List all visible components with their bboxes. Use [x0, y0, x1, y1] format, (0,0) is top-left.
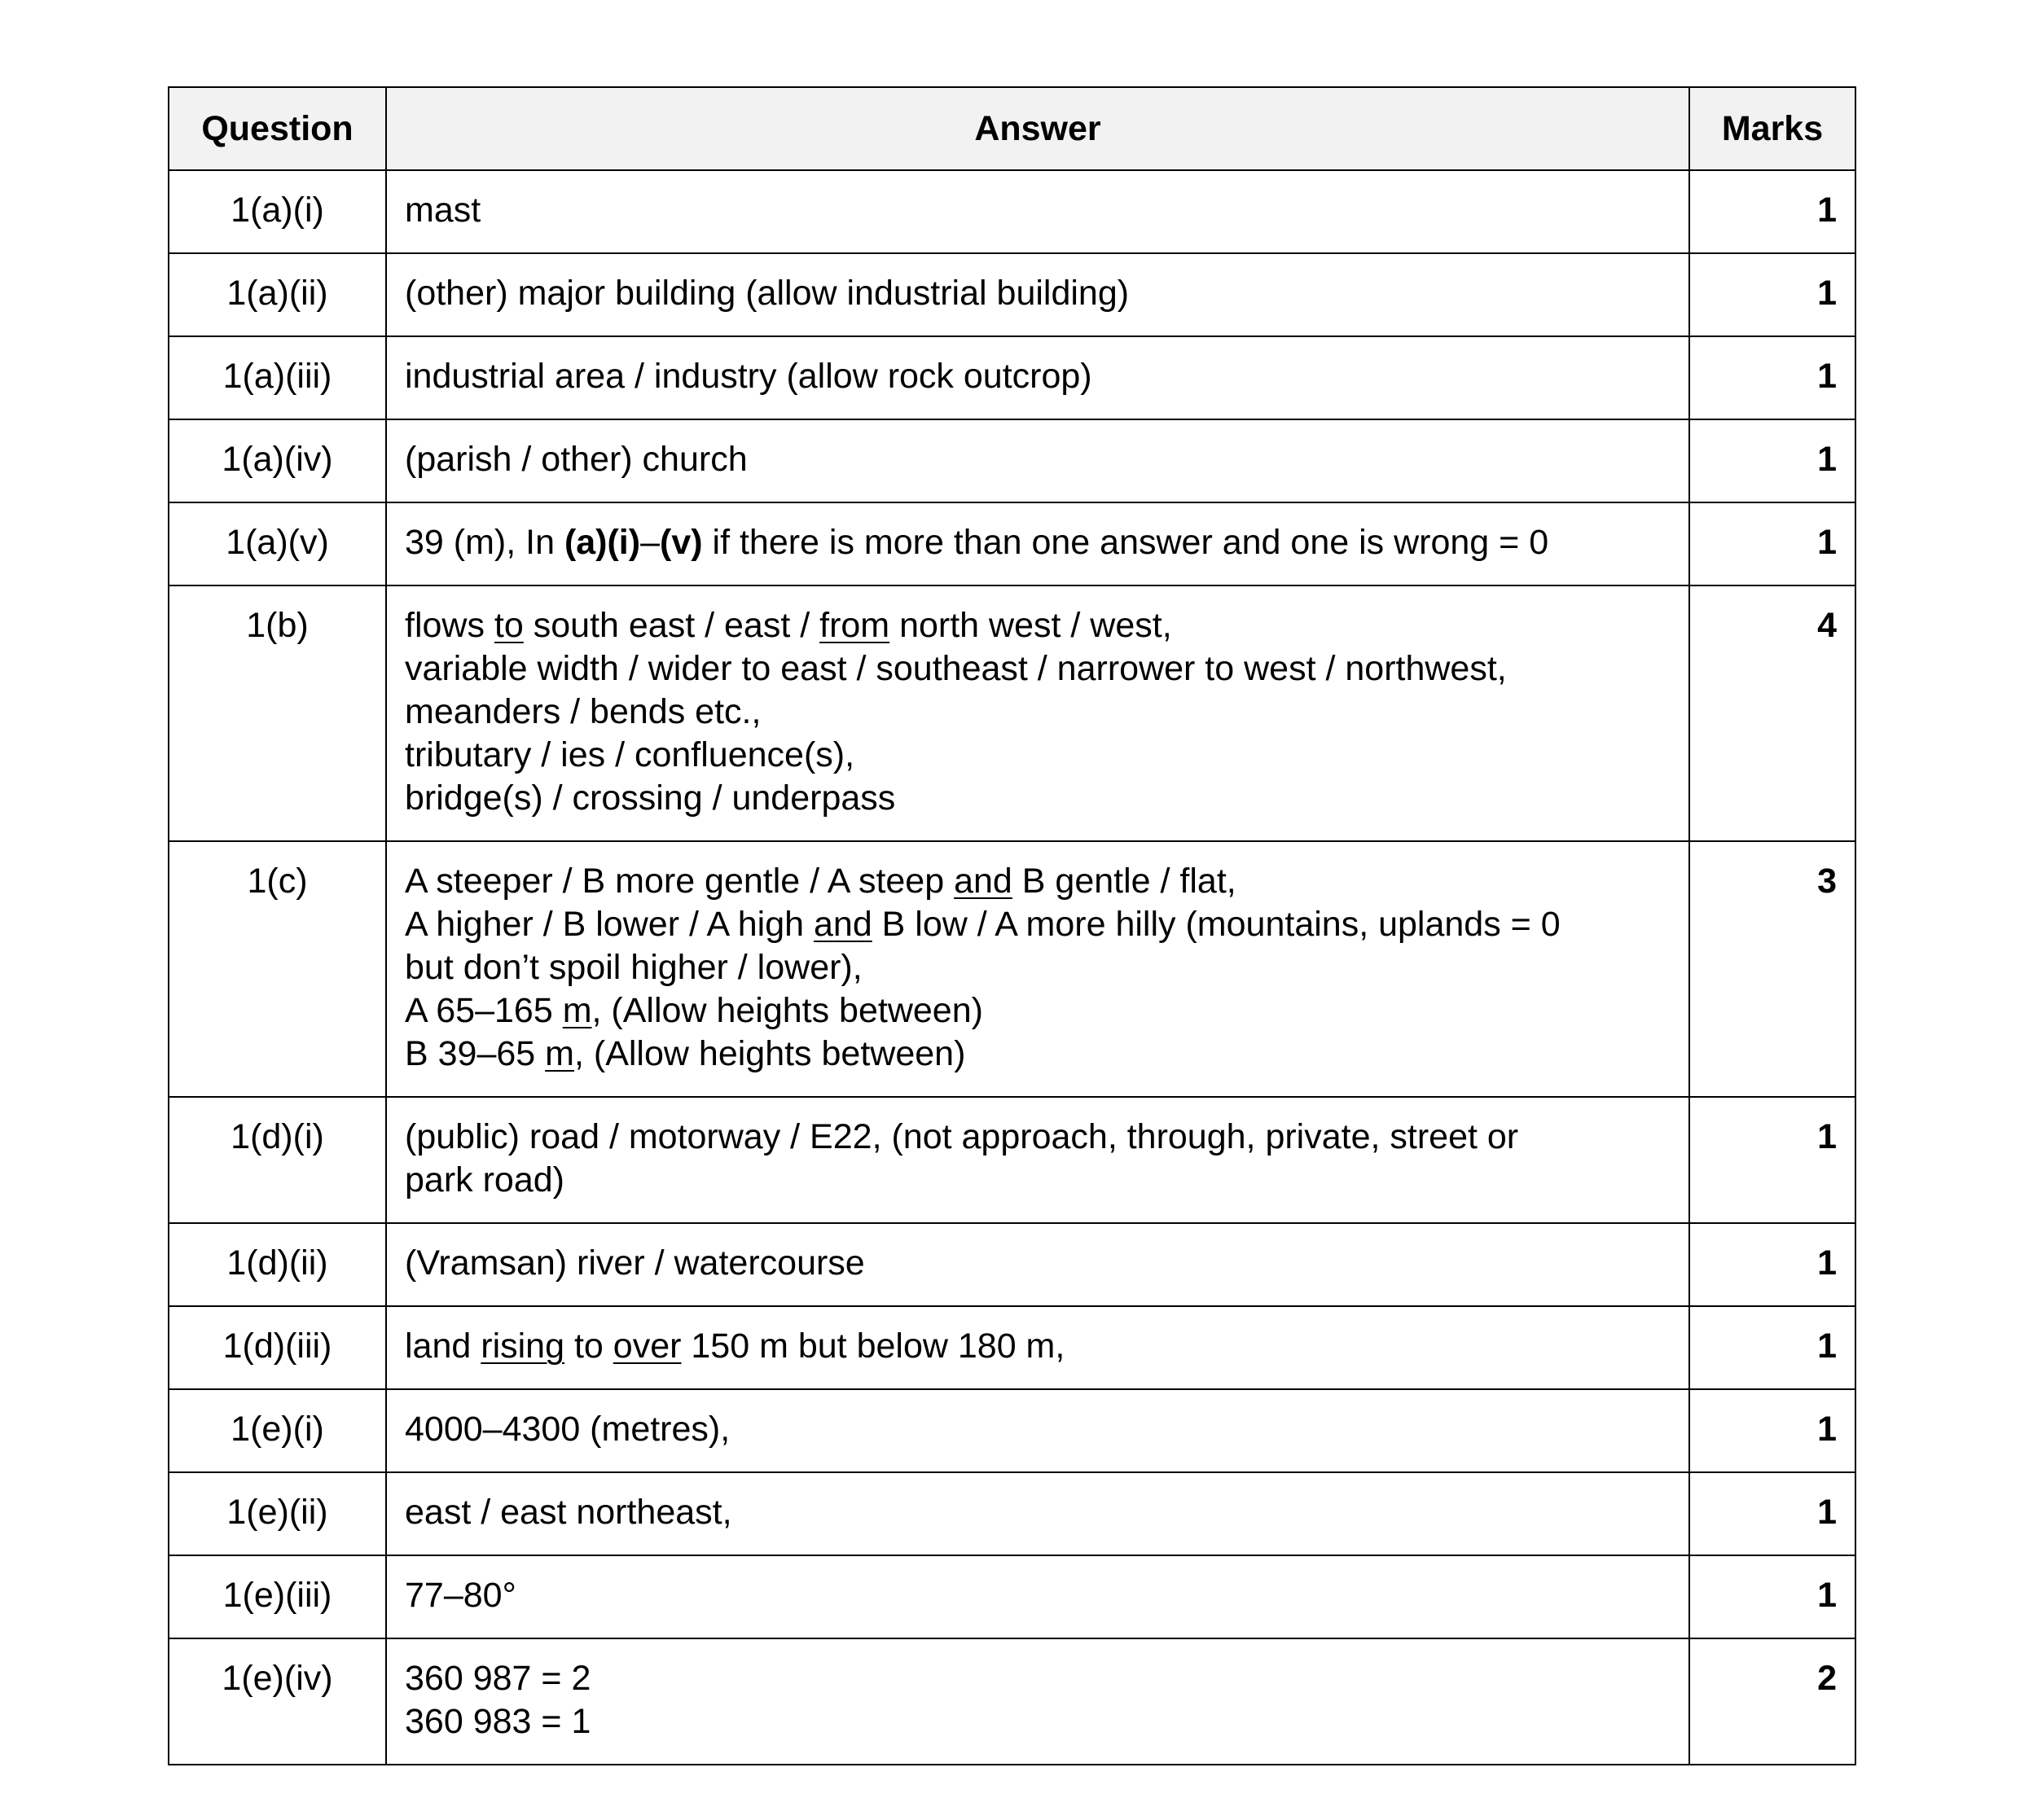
answer-line: variable width / wider to east / southeast / narrower to west / northwest,: [405, 649, 1507, 688]
question-header: Question: [169, 87, 386, 170]
table-row: [169, 1638, 1855, 1765]
answer-underlined: to: [494, 606, 524, 645]
answer-line: [405, 604, 1671, 647]
answer-cell: [386, 1097, 1689, 1223]
mark-scheme-table: [168, 86, 1856, 1765]
answer-underlined: and: [954, 862, 1012, 901]
marks-cell: 1: [1689, 1389, 1855, 1472]
marks-cell: 1: [1689, 253, 1855, 336]
answer-text: 150 m but below 180 m,: [681, 1327, 1065, 1366]
question-cell: 1(a)(iii): [169, 336, 386, 419]
table-row: [169, 841, 1855, 1097]
answer-text: A 65–165: [405, 991, 563, 1030]
table-row: [169, 1472, 1855, 1555]
question-cell: 1(e)(i): [169, 1389, 386, 1472]
answer-cell: [386, 1306, 1689, 1389]
answer-line: 77–80°: [405, 1576, 516, 1615]
marks-cell: 1: [1689, 419, 1855, 502]
question-cell: 1(e)(iii): [169, 1555, 386, 1638]
table-row: [169, 170, 1855, 253]
header-row: [169, 87, 1855, 170]
question-cell: 1(e)(iv): [169, 1638, 386, 1765]
answer-text: , (Allow heights between): [573, 1034, 966, 1073]
table-row: [169, 1306, 1855, 1389]
table-row: [169, 502, 1855, 585]
marks-cell: 1: [1689, 502, 1855, 585]
answer-underlined: m: [562, 991, 592, 1030]
answer-bold-ref: (v): [660, 523, 703, 562]
answer-line: 360 983 = 1: [405, 1702, 591, 1741]
answer-line: mast: [405, 191, 481, 230]
answer-line: but don’t spoil higher / lower),: [405, 948, 863, 987]
marks-cell: 1: [1689, 1472, 1855, 1555]
answer-cell: [386, 1555, 1689, 1638]
answer-text: north west / west,: [889, 606, 1172, 645]
answer-line: [405, 903, 1671, 946]
table-row: [169, 1223, 1855, 1306]
answer-text: , (Allow heights between): [591, 991, 983, 1030]
question-cell: 1(b): [169, 585, 386, 841]
marks-cell: 1: [1689, 1555, 1855, 1638]
answer-header: Answer: [386, 87, 1689, 170]
question-cell: 1(a)(ii): [169, 253, 386, 336]
answer-line: [405, 989, 1671, 1033]
answer-line: meanders / bends etc.,: [405, 692, 762, 731]
answer-line: [405, 1033, 1671, 1076]
answer-cell: [386, 1638, 1689, 1765]
table-row: [169, 1097, 1855, 1223]
table-row: [169, 585, 1855, 841]
answer-line: (parish / other) church: [405, 440, 748, 479]
answer-bold-ref: (a)(i): [564, 523, 641, 562]
marks-cell: 1: [1689, 170, 1855, 253]
answer-line: bridge(s) / crossing / underpass: [405, 778, 896, 818]
answer-text: south east / east /: [523, 606, 820, 645]
question-cell: 1(c): [169, 841, 386, 1097]
answer-line: industrial area / industry (allow rock outcrop): [405, 357, 1092, 396]
answer-line: [405, 860, 1671, 903]
table-row: [169, 1555, 1855, 1638]
answer-text: 39 (m), In: [405, 523, 564, 562]
answer-dash: –: [640, 523, 660, 562]
question-cell: 1(d)(ii): [169, 1223, 386, 1306]
answer-line: [405, 1325, 1671, 1368]
marks-cell: 1: [1689, 1306, 1855, 1389]
marks-header: Marks: [1689, 87, 1855, 170]
marks-cell: 1: [1689, 1223, 1855, 1306]
answer-line: 4000–4300 (metres),: [405, 1410, 731, 1449]
answer-line: 360 987 = 2: [405, 1659, 591, 1698]
answer-cell: [386, 253, 1689, 336]
answer-text: B low / A more hilly (mountains, uplands = 0: [872, 905, 1561, 944]
answer-underlined: rising: [481, 1327, 565, 1366]
marks-cell: 3: [1689, 841, 1855, 1097]
question-cell: 1(a)(v): [169, 502, 386, 585]
answer-cell: [386, 585, 1689, 841]
table-row: [169, 1389, 1855, 1472]
answer-text: flows: [405, 606, 494, 645]
answer-underlined: from: [819, 606, 890, 645]
marks-cell: 2: [1689, 1638, 1855, 1765]
table-row: [169, 336, 1855, 419]
answer-text: B 39–65: [405, 1034, 546, 1073]
answer-line: (other) major building (allow industrial building): [405, 274, 1130, 313]
question-cell: 1(a)(iv): [169, 419, 386, 502]
answer-cell: [386, 336, 1689, 419]
answer-text: to: [564, 1327, 613, 1366]
answer-line: (public) road / motorway / E22, (not approach, through, private, street or: [405, 1117, 1519, 1156]
answer-cell: [386, 170, 1689, 253]
question-cell: 1(d)(iii): [169, 1306, 386, 1389]
question-cell: 1(e)(ii): [169, 1472, 386, 1555]
answer-text: land: [405, 1327, 481, 1366]
answer-line: tributary / ies / confluence(s),: [405, 735, 855, 774]
answer-cell: [386, 419, 1689, 502]
marks-cell: 1: [1689, 336, 1855, 419]
answer-text: B gentle / flat,: [1012, 862, 1236, 901]
answer-line: (Vramsan) river / watercourse: [405, 1243, 865, 1283]
answer-cell: [386, 1389, 1689, 1472]
answer-cell: [386, 1223, 1689, 1306]
table-row: [169, 253, 1855, 336]
answer-cell: [386, 502, 1689, 585]
answer-text: A steeper / B more gentle / A steep: [405, 862, 955, 901]
marks-cell: 4: [1689, 585, 1855, 841]
answer-text: if there is more than one answer and one is wrong = 0: [702, 523, 1549, 562]
answer-line: [405, 521, 1671, 564]
table-row: [169, 419, 1855, 502]
question-cell: 1(a)(i): [169, 170, 386, 253]
answer-underlined: and: [813, 905, 872, 944]
question-cell: 1(d)(i): [169, 1097, 386, 1223]
answer-text: A higher / B lower / A high: [405, 905, 814, 944]
answer-cell: [386, 841, 1689, 1097]
answer-underlined: over: [613, 1327, 682, 1366]
answer-cell: [386, 1472, 1689, 1555]
answer-line: east / east northeast,: [405, 1493, 732, 1532]
answer-underlined: m: [545, 1034, 574, 1073]
answer-line: park road): [405, 1160, 564, 1199]
marks-cell: 1: [1689, 1097, 1855, 1223]
